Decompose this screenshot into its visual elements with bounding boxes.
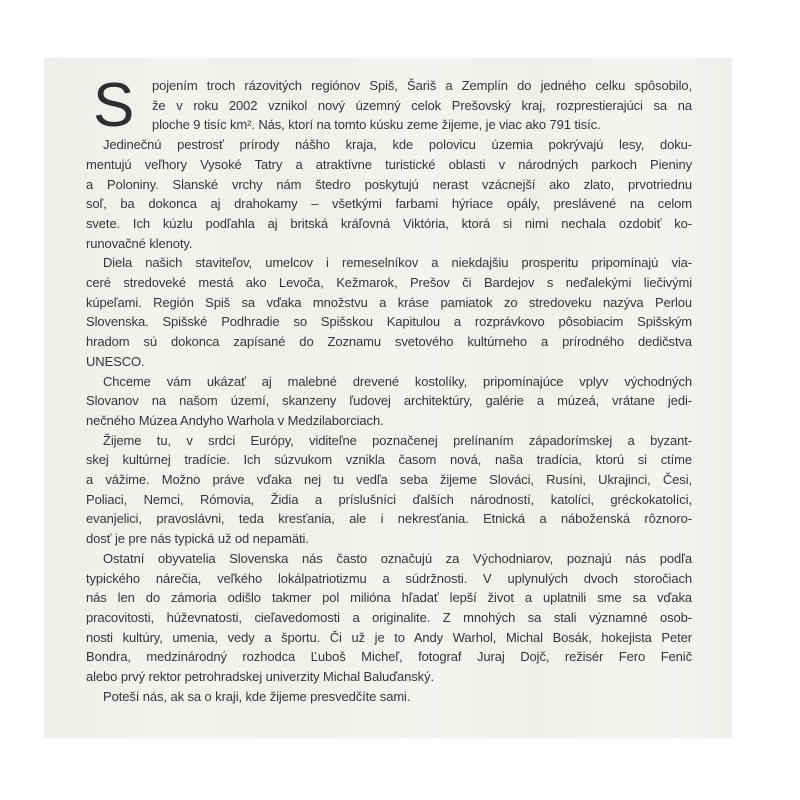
paragraph (86, 687, 692, 707)
text-line: pracovitosti, húževnatosti, cieľavedomosti a originalite. Z mnohých sa stali významné osob- (86, 609, 692, 625)
text-line: nečného Múzea Andyho Warhola v Medzilaborciach. (86, 412, 384, 428)
text-line: hradom sú dokonca zapísané do Zoznamu svetového kultúrneho a prírodného dedičstva (86, 334, 692, 350)
text-line: kúpeľami. Región Spiš sa vďaka množstvu a kráse pamiatok zo stredoveku nazýva Perlou (86, 294, 692, 310)
text-line: alebo prvý rektor petrohradskej univerzity Michal Baluďanský. (86, 669, 434, 685)
text-line: ploche 9 tisíc km². Nás, ktorí na tomto kúsku zeme žijeme, je viac ako 791 tisíc. (152, 117, 601, 133)
text-line: runovačné klenoty. (86, 235, 193, 251)
text-line: UNESCO. (86, 353, 145, 369)
text-line: Bondra, medzinárodný rozhodca Ľuboš Micheľ, fotograf Juraj Dojč, režisér Fero Fenič (86, 649, 692, 665)
text-line: dosť je pre nás typická už od nepamäti. (86, 531, 309, 547)
paragraph (86, 71, 692, 140)
text-line: Diela našich staviteľov, umelcov i remeselníkov a niekdajšiu prosperitu pripomínajú via- (103, 255, 692, 271)
text-line: a Poloniny. Slanské vrchy nám štedro poskytujú nerast vzácnejší ako zlato, prvotriednu (86, 176, 692, 192)
paragraph (86, 431, 692, 549)
text-line: nosti kultúry, umenia, vedy a športu. Či už je to Andy Warhol, Michal Bosák, hokejista Peter (86, 629, 692, 645)
text-line: Jedinečnú pestrosť prírody nášho kraja, kde polovicu územia pokrývajú lesy, doku- (103, 137, 692, 153)
text-line: Poteší nás, ak sa o kraji, kde žijeme presvedčíte sami. (103, 688, 411, 704)
text-line: Slovanov na našom území, skanzeny ľudovej architektúry, galérie a múzeá, vrátane jedi- (86, 393, 692, 409)
text-line: mentujú veľhory Vysoké Tatry a atraktívne turistické oblasti v národných parkoch Pieniny (86, 156, 692, 172)
paragraph (86, 135, 692, 253)
text-line: že v roku 2002 vznikol nový územný celok Prešovský kraj, rozprestierajúci sa na (152, 97, 692, 113)
paragraph (86, 372, 692, 431)
text-line: Ostatní obyvatelia Slovenska nás často označujú za Východniarov, poznajú nás podľa (103, 550, 692, 566)
text-line: typického nárečia, veľkého lokálpatriotizmu a súdržnosti. V uplynulých dvoch storočiach (86, 570, 692, 586)
paragraph (86, 549, 692, 687)
text-line: evanjelici, pravoslávni, teda kresťania, ale i nekresťania. Etnická a náboženská rôznoro- (86, 511, 692, 527)
text-line: soľ, ba dokonca aj drahokamy – všetkými farbami hýriace opály, preslávené na celom (86, 196, 692, 212)
text-line: skej kultúrnej tradície. Ich súzvukom vznikla časom nová, naša tradícia, ktorú si ctíme (86, 452, 692, 468)
text-line: pojením troch rázovitých regiónov Spiš, Šariš a Zemplín do jedného celku spôsobilo, (152, 78, 692, 93)
text-line: svete. Ich kúzlu podľahla aj britská kráľovná Viktória, ktorá si nimi nechala ozdobiť ko- (86, 215, 692, 231)
text-line: ceré stredoveké mestá ako Levoča, Kežmarok, Prešov či Bardejov s neďalekými liečivými (86, 275, 692, 291)
paragraph (86, 253, 692, 371)
drop-cap-letter: S (93, 71, 135, 140)
scanned-page (44, 58, 732, 738)
text-line: nás len do zámoria odišlo takmer pol milióna hľadať lepší život a uplatnili sme sa vďaka (86, 590, 692, 606)
text-line: a vážime. Možno práve vďaka nej tu vedľa seba žijeme Slováci, Rusíni, Ukrajinci, Česi, (86, 472, 692, 488)
text-line: Chceme vám ukázať aj malebné drevené kostolíky, pripomínajúce vplyv východných (103, 373, 692, 389)
text-column (86, 71, 692, 707)
text-line: Poliaci, Nemci, Rómovia, Židia a príslušníci ďalších národností, katolíci, gréckokatolíci, (86, 491, 692, 507)
text-line: Žijeme tu, v srdci Európy, viditeľne poznačenej prelínaním západorímskej a byzant- (103, 432, 692, 448)
text-line: Slovenska. Spišské Podhradie so Spišskou Kapitulou a rozprávkovo pôsobiacim Spišským (86, 314, 692, 330)
